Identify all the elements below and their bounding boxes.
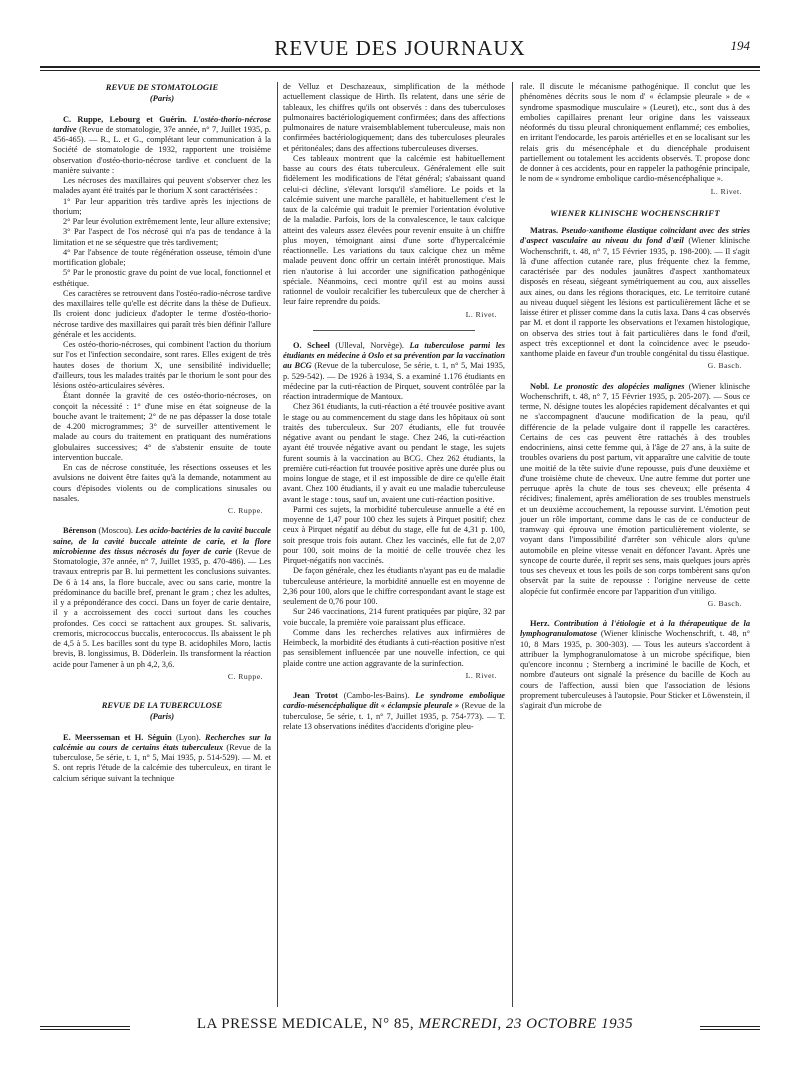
paragraph: Ces tableaux montrent que la calcémie est habituellement basse au cours des états tuberculeux. Généralement elle suit fidèlement les modifications de l'état général; s'abaissant quand celui-ci décline, s'élevant lorsqu'il s'améliore. Le poids et la calcémie suivent une marche parallèle, et habituellement c'est le taux de la calcémie qui traduit le premier l'orientation évolutive de la maladie. Parfois, lors de la convalescence, le taux calcique atteint des valeurs assez élevées pour revenir ensuite à un chiffre plus moyen, témoignant ainsi d'une sorte d'hypercalcémie réactionnelle. Les variations du taux calcique chez un même malade peuvent donc offrir un certain intérêt pronostique. Mais rien n'autorise à lui accorder une signification pathogénique spéciale. Néanmoins, ceci montre qu'il est au moins aussi rationnel de vouloir recalcifier les tuberculeux que de chercher à leur faire reprendre du poids. [283, 153, 505, 307]
article-intro [53, 733, 271, 784]
article-title: Pseudo-xanthome élastique coïncidant avec des stries d'aspect vasculaire au niveau du fond d'œil [520, 226, 750, 246]
column-divider-2 [512, 82, 513, 1007]
section-title: REVUE DE STOMATOLOGIE [105, 82, 219, 92]
paragraph: 3° Par l'aspect de l'os nécrosé qui n'a pas de tendance à la limitation et ne se séquestre que très tardivement; [53, 227, 271, 247]
section-subtitle: (Paris) [149, 711, 175, 722]
signature: G. Basch. [707, 598, 742, 608]
article-intro [520, 226, 750, 359]
paragraph: Parmi ces sujets, la morbidité tuberculeuse annuelle a été en moyenne de 1,47 pour 100 chez les sujets à Pirquet positif; chez ceux à Pirquet négatif au début du stage, elle fut de 4,31 p. 100, soit presque trois fois autant. Chez les vaccinés, elle fut de 2,07 pour 100, soit moins de la moitié de celle trouvée chez les Pirquet-négatifs non vaccinés. [283, 504, 505, 565]
paragraph: Ces caractères se retrouvent dans l'ostéo-radio-nécrose tardive des maxillaires telle qu'elle est décrite dans la thèse de Dufieux. Ils croient donc judicieux d'adopter le terme d'ostéo-thorio-nécrose tardive des maxillaires qui paraît très bien définir l'allure générale et les accidents. [53, 288, 271, 339]
paragraph: Étant donnée la gravité de ces ostéo-thorio-nécroses, on conçoit la nécessité : 1° d'une mise en état soigneuse de la bouche avant le traitement; 2° de ne pas dépasser la dose totale de 4.200 microgrammes; 3° de surveiller attentivement le malade au cours du traitement en pratiquant des numérations globulaires successives; 4° de s'abstenir ensuite de toute intervention buccale. [53, 391, 271, 462]
article-authors: Matras. [530, 226, 559, 235]
paragraph: Comme dans les recherches relatives aux infirmières de Heimbeck, la morbidité des étudiants à cuti-réaction positive n'est pas sensiblement influencée par une nouvelle infection, ce qui plaide contre une action aggravante de la surinfection. [283, 627, 505, 668]
paragraph: Les nécroses des maxillaires qui peuvent s'observer chez les malades ayant été traités par le thorium X sont caractérisées : [53, 176, 271, 196]
article-authors: E. Meersseman et H. Séguin [63, 732, 172, 742]
article-citation: (Revue de la tuberculose, 5e série, t. 1, n° 5, Mai 1935, p. 529-542). — De 1926 à 1934, S. a examiné 1.176 étudiants en médecine par la cuti-réaction de Pirquet, souvent contrôlée par la réaction intradermique de Mantoux. [283, 361, 505, 401]
section-title: WIENER KLINISCHE WOCHENSCHRIFT [550, 207, 720, 218]
signature: C. Ruppe. [227, 506, 263, 515]
signature: L. Rivet. [710, 186, 742, 196]
signature: G. Basch. [707, 361, 742, 371]
section-title: REVUE DE LA TUBERCULOSE [101, 700, 223, 710]
signature: L. Rivet. [465, 670, 497, 680]
signature: L. Rivet. [465, 309, 497, 319]
article-place: (Cambo-les-Bains). [343, 691, 410, 700]
paragraph: de Velluz et Deschazeaux, simplification de la méthode actuellement classique de Hirth. Ils relatent, dans une série de tableaux, les chiffres qu'ils ont observés : dans des tuberculoses pulmonaires bactériologiquement confirmées; dans des affections pulmonaires de nature vraisemblablement tuberculeuse, mais non confirmées bactériologiquement; dans des tuberculoses pleurales et péritonéales; dans des affections tuberculeuses diverses. [283, 82, 505, 153]
journal-title: REVUE DES JOURNAUX [274, 36, 526, 60]
article-authors: Nobl. [530, 381, 550, 391]
page-header [40, 30, 760, 70]
article-citation: (Wiener klinische Wochenschrift, t. 48, n° 7, 15 Février 1935, p. 198-200). — Il s'agit là d'une affection cutanée rare, plus fréquente chez la femme, caractérisée par des nodules jaunâtres d'aspect xanthomateux disposés en réseau, siégeant symétriquement au cou, aux aisselles aux aines, ou dans les régions thoraciques, etc. Le territoire cutané au niveau duquel siègent les lésions est particulièrement lâche et se laisse étirer et plisser comme dans la cutis laxa. Dans 4 cas observés par M. et dont il rapporte les observations et l'examen histologique, on observa des stries tout à fait particulières dans le fond d'œil, aspect très exceptionnel et dont la coïncidence avec le pseudo-xanthome plaide en faveur d'un trouble congénital du tissu élastique. [520, 236, 750, 358]
column-divider-1 [277, 82, 278, 1007]
footer-text [140, 1016, 690, 1033]
article-authors: C. Ruppe, Lebourg et Guérin. [63, 114, 187, 124]
article-intro [53, 526, 271, 670]
article-intro [520, 382, 750, 597]
paragraph: 4° Par l'absence de toute régénération osseuse, témoin d'une mortification globale; [53, 247, 271, 267]
article-title: L'ostéo-thorio-nécrose tardive [53, 114, 271, 134]
article-citation: (Revue de la tuberculose, 5e série, t. 1, n° 7, Juillet 1935, p. 754-773). — T. relate 13 observations inédites d'accidents d'origine pleu- [283, 701, 505, 731]
issue-date: MERCREDI, 23 OCTOBRE 1935 [418, 1016, 634, 1032]
article-intro [283, 691, 505, 732]
article-place: (Moscou). [98, 526, 133, 536]
article-intro [283, 341, 505, 403]
signature: C. Ruppe. [227, 671, 263, 681]
article-citation: (Revue de la tuberculose, 5e série, t. 1, n° 5, Mai 1935, p. 514-529). — M. et S. ont repris l'étude de la calcémie des tuberculeux, en tirant le calcium sérique suivant la technique [53, 742, 271, 783]
section-subtitle: (Paris) [149, 93, 175, 104]
article-citation: (Wiener klinische Wochenschrift, t. 48, n° 10, 8 Mars 1935, p. 300-303). — Tous les auteurs s'accordent à attribuer la lymphogranulomatose à un microbe spécifique, bien qu'encore inconnu ; Sternberg a incriminé le bacille de Koch, et nombre d'auteurs ont signalé la présence du bacille de Koch au cours de l'affection, aussi bien que l'association de lésions proprement tuberculeuses à l'autopsie. Pour Sticker et Löwenstein, il s'agirait d'un microbe de [520, 629, 750, 710]
article-title: Contribution à l'étiologie et à la thérapeutique de la lymphogranulomatose [520, 619, 750, 639]
article-citation: (Revue de stomatologie, 37e année, n° 7, Juillet 1935, p. 456-465). — R., L. et G., complétant leur communication à la Société de stomatologie de 1932, rapportent une troisième observation d'ostéo-thorio-nécrose tardive et concluent de la manière suivante : [53, 124, 271, 175]
paragraph: 5° Par le pronostic grave du point de vue local, fonctionnel et esthétique. [53, 268, 271, 288]
article-place: (Ulleval, Norvège). [335, 340, 404, 350]
paragraph: 1° Par leur apparition très tardive après les injections de thorium; [53, 196, 271, 216]
paragraph: Sur 246 vaccinations, 214 furent pratiquées par piqûre, 32 par voie buccale, la première voie paraissant plus efficace. [283, 607, 505, 627]
footer-rule [700, 1029, 760, 1030]
article-place: (Lyon). [175, 732, 201, 742]
paragraph: En cas de nécrose constituée, les résections osseuses et les avulsions ne doivent être faites qu'à la demande, notamment au cours d'épisodes violents ou de complications sinusales ou nasales. [53, 463, 271, 503]
article-authors: Bérenson [63, 526, 97, 536]
footer-rule [40, 1026, 130, 1027]
article-separator [313, 330, 475, 331]
article-title: Le syndrome embolique cardio-mésencéphalique dit « éclampsie pleurale » [283, 691, 505, 711]
header-rule [40, 66, 760, 68]
paragraph: 2° Par leur évolution extrêmement lente, leur allure extensive; [63, 217, 271, 226]
column-2 [283, 82, 505, 732]
journal-issue: LA PRESSE MEDICALE, N° 85, [196, 1016, 419, 1032]
article-authors: O. Scheel [293, 340, 330, 350]
column-1 [53, 82, 271, 784]
footer-rule [700, 1026, 760, 1027]
article-authors: Herz. [530, 619, 550, 628]
column-3 [520, 82, 750, 711]
article-authors: Jean Trotot [293, 691, 338, 700]
footer-rule [40, 1029, 130, 1030]
article-title: Recherches sur la calcémie au cours de certains états tuberculeux [53, 732, 271, 752]
article-citation: (Revue de Stomatologie, 37e année, n° 7, Juillet 1935, p. 470-486). — Les travaux entrepris par B. lui permettent les conclusions suivantes. De 6 à 14 ans, la flore buccale, avec ou sans carie, montre la prédominance du bacille bref, prenant le gram ; chez les adultes, il y a prépondérance des cocci. Dans un foyer de carie dentaire, il y a accroissement des cocci surtout dans les couches profondes. Ces cocci se rattachent aux groupes. St. salivaris, cremoris, micrococcus buccalis, enterococcus. Ils abaissent le ph de 4,5 à 5. Les bacilles sont du type B. acidophiles Moro, lactis brevis, B. longissimus, B. Döderlein. Ils transforment la réaction acide pour l'amener à un ph 4,2, 3,6. [53, 546, 272, 669]
paragraph: Chez 361 étudiants, la cuti-réaction a été trouvée positive avant le stage ou au commencement du stage dans les hôpitaux où sont traités des tuberculeux. Sur 207 étudiants, elle fut trouvée négative avant ou pendant le stage. Chez 246, la cuti-réaction ayant été trouvée négative avant ou pendant le stage, les sujets furent soumis à la vaccination au BCG. Chez 262 étudiants, la première cuti-réaction fut trouvée positive après une durée plus ou moins longue de stage, et il est impossible de dire ce qu'elle était avant. Chez 100 étudiants, il y avait eu une maladie tuberculeuse avant le stage : tous, sauf un, avaient une cuti-réaction positive. [283, 402, 505, 504]
paragraph: Ces ostéo-thorio-nécroses, qui combinent l'action du thorium sur l'os et l'infection secondaire, sont rares. Elles exigent de très hautes doses de thorium X, une sensibilité individuelle; d'ailleurs, tous les malades traités par le thorium le sont pour des lésions ostéo-articulaires sévères. [53, 340, 271, 390]
page-footer [40, 1014, 760, 1040]
header-rule-thin [40, 70, 760, 71]
paragraph: rale. Il discute le mécanisme pathogénique. Il conclut que les phénomènes décrits sous le nom d' « éclampsie pleurale » de « syndrome spasmodique musculaire » (Leuret), etc., sont dus à des embolies capillaires prenant leur origine dans les vaisseaux néoformés du tissu pleural chroniquement enflammé; ces embolies, en irritant l'endocarde, les parois artérielles et en se localisant sur les relais gris du mésencéphale et du diencéphale produisent partiellement ou totalement les accidents observés. T. propose donc de donner à ces accidents, pour en rappeler la pathogénie principale, le nom de « syndrome embolique cardio-mésencéphalique ». [520, 82, 750, 184]
paragraph: De façon générale, chez les étudiants n'ayant pas eu de maladie tuberculeuse antérieure, la morbidité annuelle est en moyenne de 2,36 pour 100, alors que le chiffre correspondant avant le stage est seulement de 0,76 pour 100. [283, 566, 505, 606]
article-title: Les acido-bactéries de la cavité buccale saine, de la cavité buccale atteinte de carie, et la flore microbienne des tissus nécrosés du foyer de carie [53, 526, 271, 556]
article-citation: (Wiener klinische Wochenschrift, t. 48, n° 7, 15 Février 1935, p. 205-207). — Sous ce terme, N. désigne toutes les alopécies rapidement décalvantes et qui ne s'accompagnent d'aucune modification de la peau, qu'il différencie de la pelade vulgaire dont il rappelle les caractères. Certains de ces cas peuvent être rattachés à des troubles endocriniens, ainsi cette femme qui, à l'âge de 27 ans, à la suite de troubles ovariens du post partum, vit apparaître une calvitie de toute une moitié de la tête suivie d'une repousse, puis d'une deuxième et d'une troisième chute de cheveux. Une autre femme dut porter une perruque après la chute de tous ses cheveux; elle présenta 4 récidives; finalement, après amélioration de ses troubles menstruels et un deuxième accouchement, la repousse survint. L'émotion peut jouer un rôle important, comme dans le cas de ce conducteur de tramway qui éprouva une émotion particulièrement violente, se voyant dans l'impossibilité d'arrêter son véhicule alors qu'une automobile en pleine vitesse venait en défoncer l'avant. Après une syncope de courte durée, il reprit ses sens, mais quelques jours après tous ses cheveux et tous les poils de son corps tombèrent sans qu'on observât par la suite de repousse : l'origine nerveuse de cette alopécie fut confirmée encore par l'apparition d'un vitiligo. [520, 381, 750, 596]
article-intro [520, 619, 750, 711]
article-title: Le pronostic des alopécies malignes [553, 381, 685, 391]
page-number: 194 [730, 38, 750, 53]
article-intro [53, 115, 271, 177]
article-title: La tuberculose parmi les étudiants en médecine à Oslo et sa prévention par la vaccination au BCG [283, 340, 506, 371]
